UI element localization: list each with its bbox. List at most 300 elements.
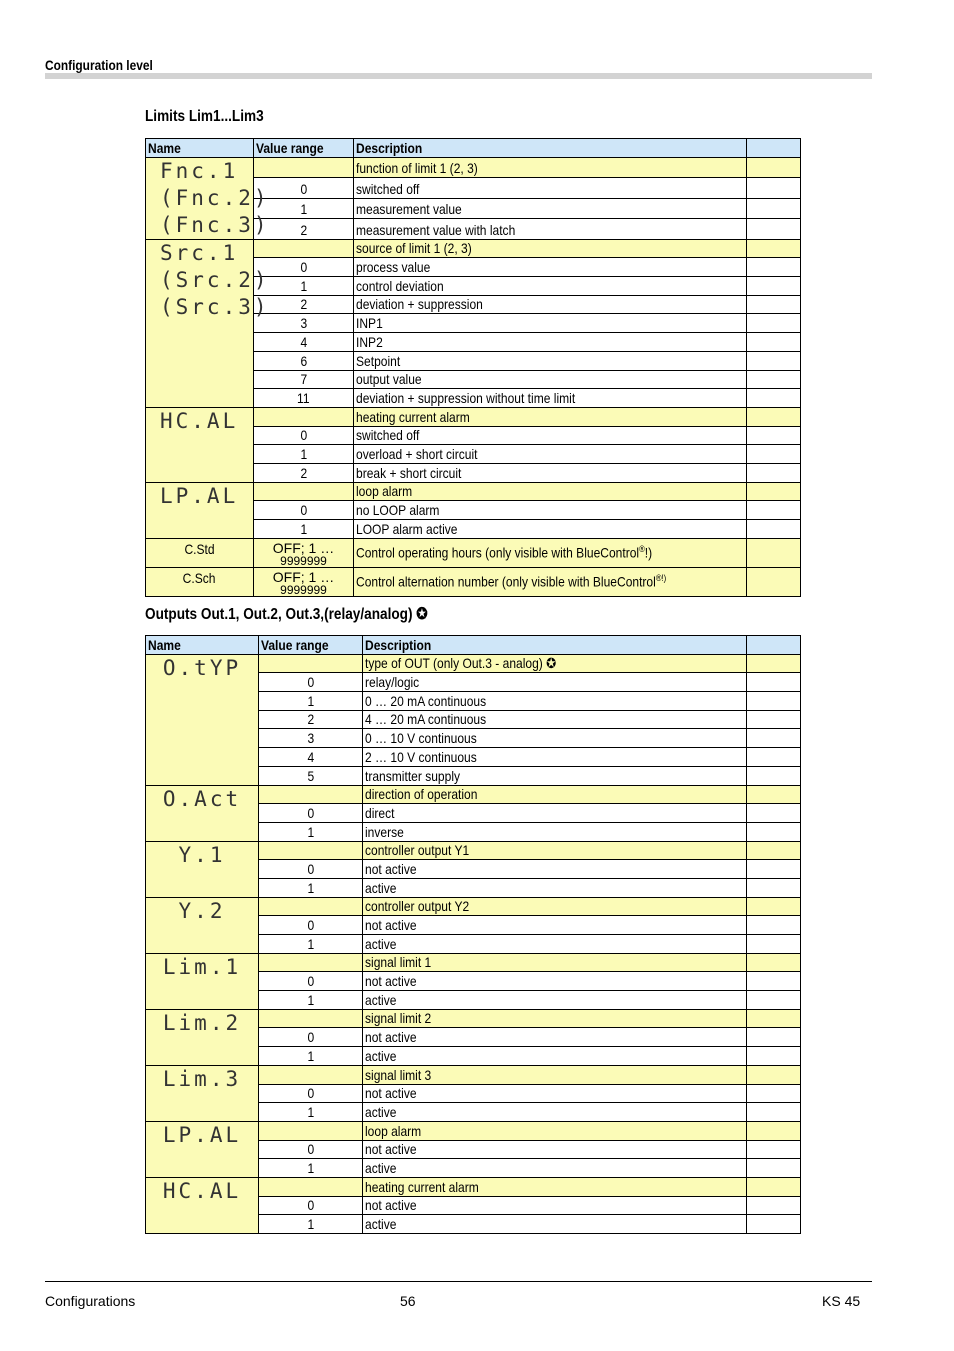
parameter-name-cell bbox=[146, 841, 259, 897]
table-row bbox=[146, 1009, 801, 1028]
description-cell bbox=[354, 178, 747, 199]
description-cell bbox=[354, 333, 747, 352]
cell-text bbox=[356, 570, 666, 591]
description-cell bbox=[363, 916, 747, 935]
cell-text: not active bbox=[365, 917, 417, 933]
cell-text: 4 … 20 mA continuous bbox=[365, 711, 487, 728]
table-row bbox=[146, 1121, 801, 1140]
value-cell bbox=[259, 785, 363, 804]
blank-cell bbox=[747, 935, 801, 954]
value-cell bbox=[254, 333, 354, 352]
parameter-name: O.tYP bbox=[162, 655, 242, 680]
value-cell bbox=[259, 822, 363, 841]
value-cell bbox=[259, 841, 363, 860]
value-cell bbox=[259, 1028, 363, 1047]
table-row bbox=[146, 897, 801, 916]
cell-text: deviation + suppression without time limit bbox=[356, 389, 576, 406]
description-cell bbox=[354, 445, 747, 464]
description-cell bbox=[363, 654, 747, 673]
description-cell bbox=[354, 426, 747, 445]
description-cell bbox=[363, 1215, 747, 1234]
cell-text: overload + short circuit bbox=[356, 445, 478, 462]
footer-rule bbox=[45, 1281, 872, 1282]
header-rule bbox=[45, 73, 872, 79]
description-cell bbox=[363, 766, 747, 785]
description-cell bbox=[354, 538, 747, 567]
cell-text: loop alarm bbox=[365, 1122, 422, 1139]
description-cell bbox=[363, 1196, 747, 1215]
blank-cell bbox=[747, 710, 801, 729]
cell-text: Value range bbox=[256, 139, 324, 156]
cell-text: Value range bbox=[261, 636, 329, 653]
cell-text: 1 bbox=[300, 201, 307, 218]
value-cell bbox=[254, 407, 354, 426]
blank-cell bbox=[747, 482, 801, 501]
parameter-name: Src.1 bbox=[160, 240, 239, 265]
cell-text: 0 bbox=[307, 674, 314, 691]
cell-text: 6 bbox=[300, 352, 307, 369]
blank-cell bbox=[747, 897, 801, 916]
description-cell bbox=[363, 822, 747, 841]
value-cell bbox=[259, 860, 363, 879]
cell-text: 11 bbox=[297, 389, 310, 406]
parameter-name: C.Sch bbox=[183, 569, 216, 586]
blank-cell bbox=[747, 972, 801, 991]
parameter-name: (Src.2) bbox=[160, 267, 270, 292]
description-cell bbox=[363, 1177, 747, 1196]
parameter-name-cell bbox=[146, 1121, 259, 1177]
cell-text: direction of operation bbox=[365, 786, 478, 803]
value-range-line: OFF; 1 … bbox=[272, 568, 335, 585]
cell-text: control deviation bbox=[356, 277, 444, 294]
column-header bbox=[146, 636, 259, 655]
description-cell bbox=[354, 277, 747, 296]
description-text: Control operating hours (only visible with BlueControl bbox=[356, 544, 640, 561]
parameter-name-cell bbox=[146, 1177, 259, 1233]
cell-text: switched off bbox=[356, 427, 420, 444]
value-cell bbox=[259, 953, 363, 972]
description-cell bbox=[363, 1047, 747, 1066]
value-cell bbox=[254, 482, 354, 501]
description-cell bbox=[363, 785, 747, 804]
table-row bbox=[146, 482, 801, 501]
cell-text: controller output Y2 bbox=[365, 898, 470, 915]
description-cell bbox=[354, 239, 747, 258]
blank-cell bbox=[747, 878, 801, 897]
cell-text: deviation + suppression bbox=[356, 296, 483, 313]
value-cell bbox=[259, 673, 363, 692]
parameter-name: HC.AL bbox=[162, 1178, 242, 1203]
parameter-name: O.Act bbox=[162, 786, 242, 811]
parameter-name-cell bbox=[146, 785, 259, 841]
blank-cell bbox=[747, 258, 801, 277]
parameter-name-cell bbox=[146, 407, 254, 482]
cell-text: 0 … 20 mA continuous bbox=[365, 692, 487, 709]
description-cell bbox=[354, 407, 747, 426]
column-header bbox=[363, 636, 747, 655]
blank-cell bbox=[747, 239, 801, 258]
description-cell bbox=[363, 878, 747, 897]
footer-page-number: 56 bbox=[400, 1293, 416, 1309]
cell-text: INP2 bbox=[356, 333, 383, 350]
outputs-section-title: Outputs Out.1, Out.2, Out.3,(relay/analog) ✪ bbox=[145, 606, 428, 623]
cell-text: 3 bbox=[307, 730, 314, 747]
description-cell bbox=[354, 567, 747, 596]
value-cell bbox=[259, 1196, 363, 1215]
cell-text bbox=[356, 541, 652, 562]
cell-text: 0 bbox=[300, 259, 307, 276]
parameter-name: Lim.2 bbox=[162, 1010, 242, 1035]
description-cell bbox=[363, 673, 747, 692]
blank-cell bbox=[747, 1009, 801, 1028]
limits-section-title: Limits Lim1...Lim3 bbox=[145, 108, 264, 125]
blank-cell bbox=[747, 1028, 801, 1047]
cell-text: 1 bbox=[307, 823, 314, 840]
description-cell bbox=[363, 991, 747, 1010]
description-cell bbox=[363, 1009, 747, 1028]
description-tail: !) bbox=[644, 544, 653, 561]
description-cell bbox=[354, 482, 747, 501]
value-cell bbox=[259, 748, 363, 767]
blank-cell bbox=[747, 1196, 801, 1215]
description-cell bbox=[363, 1121, 747, 1140]
value-cell bbox=[254, 370, 354, 389]
blank-cell bbox=[747, 953, 801, 972]
cell-text: 0 bbox=[307, 1085, 314, 1102]
description-cell bbox=[354, 157, 747, 178]
cell-text: relay/logic bbox=[365, 674, 420, 691]
blank-cell bbox=[747, 1065, 801, 1084]
blank-cell bbox=[747, 673, 801, 692]
limits-table bbox=[145, 138, 801, 597]
description-cell bbox=[354, 295, 747, 314]
value-cell bbox=[254, 538, 354, 567]
cell-text: Name bbox=[148, 139, 181, 156]
parameter-name: Lim.3 bbox=[162, 1066, 242, 1091]
value-cell bbox=[259, 1215, 363, 1234]
description-text: Control alternation number (only visible with BlueControl bbox=[356, 573, 656, 590]
value-cell bbox=[259, 916, 363, 935]
cell-text: active bbox=[365, 1103, 397, 1120]
description-cell bbox=[354, 351, 747, 370]
blank-cell bbox=[747, 333, 801, 352]
parameter-name-cell bbox=[146, 538, 254, 567]
blank-cell bbox=[747, 407, 801, 426]
description-cell bbox=[363, 804, 747, 823]
description-cell bbox=[363, 897, 747, 916]
table-row bbox=[146, 953, 801, 972]
blank-cell bbox=[747, 1121, 801, 1140]
blank-cell bbox=[747, 426, 801, 445]
cell-text: heating current alarm bbox=[365, 1178, 479, 1195]
cell-text: measurement value bbox=[356, 201, 462, 218]
description-cell bbox=[354, 463, 747, 482]
description-cell bbox=[354, 314, 747, 333]
blank-cell bbox=[747, 501, 801, 520]
cell-text: 0 bbox=[307, 804, 314, 821]
table-row bbox=[146, 538, 801, 567]
cell-text: active bbox=[365, 1047, 397, 1064]
description-cell bbox=[363, 972, 747, 991]
cell-text: 1 bbox=[307, 1159, 314, 1176]
description-cell bbox=[354, 389, 747, 408]
blank-cell bbox=[747, 766, 801, 785]
table-header-row bbox=[146, 139, 801, 158]
cell-text: 2 bbox=[300, 221, 307, 238]
blank-cell bbox=[747, 748, 801, 767]
blank-cell bbox=[747, 295, 801, 314]
table-row bbox=[146, 239, 801, 258]
cell-text: 4 bbox=[300, 333, 307, 350]
value-cell bbox=[259, 729, 363, 748]
table-row bbox=[146, 1177, 801, 1196]
cell-text: 0 bbox=[307, 1029, 314, 1046]
cell-text: switched off bbox=[356, 180, 420, 197]
value-range-line: 9999999 bbox=[280, 582, 327, 597]
value-cell bbox=[259, 1159, 363, 1178]
cell-text: 7 bbox=[300, 371, 307, 388]
value-cell bbox=[259, 1065, 363, 1084]
description-cell bbox=[363, 1103, 747, 1122]
cell-text: Setpoint bbox=[356, 352, 401, 369]
cell-text: controller output Y1 bbox=[365, 842, 470, 859]
blank-cell bbox=[747, 729, 801, 748]
blank-cell bbox=[747, 520, 801, 539]
blank-cell bbox=[747, 1103, 801, 1122]
value-cell bbox=[259, 1103, 363, 1122]
value-cell bbox=[254, 389, 354, 408]
column-header-blank bbox=[747, 139, 801, 158]
description-cell bbox=[354, 520, 747, 539]
blank-cell bbox=[747, 198, 801, 219]
blank-cell bbox=[747, 1047, 801, 1066]
blank-cell bbox=[747, 822, 801, 841]
cell-text: signal limit 1 bbox=[365, 954, 432, 971]
cell-text: direct bbox=[365, 804, 395, 821]
description-cell bbox=[363, 748, 747, 767]
blank-cell bbox=[747, 916, 801, 935]
blank-cell bbox=[747, 277, 801, 296]
cell-text: 5 bbox=[307, 767, 314, 784]
description-cell bbox=[363, 935, 747, 954]
value-cell bbox=[259, 804, 363, 823]
cell-text: 2 bbox=[300, 296, 307, 313]
column-header bbox=[254, 139, 354, 158]
parameter-name: LP.AL bbox=[162, 1122, 242, 1147]
cell-text: inverse bbox=[365, 823, 404, 840]
blank-cell bbox=[747, 351, 801, 370]
parameter-name-cell bbox=[146, 157, 270, 239]
table-row bbox=[146, 1065, 801, 1084]
cell-text: process value bbox=[356, 259, 431, 276]
blank-cell bbox=[747, 860, 801, 879]
parameter-name-cell bbox=[146, 654, 259, 785]
parameter-name-cell bbox=[146, 567, 254, 596]
description-cell bbox=[363, 1084, 747, 1103]
cell-text: 0 bbox=[307, 1141, 314, 1158]
description-cell bbox=[354, 219, 747, 240]
outputs-table bbox=[145, 635, 801, 1234]
table-row bbox=[146, 841, 801, 860]
value-cell bbox=[254, 351, 354, 370]
cell-text: 0 bbox=[307, 917, 314, 933]
footer-left: Configurations bbox=[45, 1293, 136, 1309]
description-cell bbox=[363, 692, 747, 711]
cell-text: not active bbox=[365, 860, 417, 877]
parameter-name: Y.1 bbox=[178, 842, 226, 867]
value-cell bbox=[259, 991, 363, 1010]
registered-mark: ®!) bbox=[655, 572, 667, 583]
value-cell bbox=[259, 1140, 363, 1159]
cell-text: 4 bbox=[307, 748, 314, 765]
blank-cell bbox=[747, 219, 801, 240]
column-header bbox=[354, 139, 747, 158]
cell-text: LOOP alarm active bbox=[356, 520, 458, 537]
cell-text: 0 bbox=[300, 180, 307, 197]
cell-text: 1 bbox=[300, 277, 307, 294]
cell-text: 1 bbox=[307, 935, 314, 952]
value-range-line: OFF; 1 … bbox=[272, 539, 335, 556]
parameter-name-cell bbox=[146, 953, 259, 1009]
description-cell bbox=[363, 1065, 747, 1084]
cell-text: 0 … 10 V continuous bbox=[365, 730, 477, 747]
value-cell bbox=[259, 1084, 363, 1103]
value-range-line: 9999999 bbox=[280, 553, 327, 568]
blank-cell bbox=[747, 654, 801, 673]
cell-text: Description bbox=[365, 636, 432, 653]
table-row bbox=[146, 407, 801, 426]
value-cell bbox=[254, 426, 354, 445]
description-cell bbox=[354, 258, 747, 277]
value-cell bbox=[254, 445, 354, 464]
cell-text: active bbox=[365, 935, 397, 952]
blank-cell bbox=[747, 157, 801, 178]
description-cell bbox=[354, 198, 747, 219]
description-cell bbox=[363, 710, 747, 729]
parameter-name-cell bbox=[146, 1065, 259, 1121]
description-cell bbox=[363, 1028, 747, 1047]
blank-cell bbox=[747, 445, 801, 464]
value-cell bbox=[259, 1121, 363, 1140]
cell-text: no LOOP alarm bbox=[356, 502, 440, 518]
parameter-name: (Fnc.2) bbox=[160, 185, 270, 210]
value-cell bbox=[259, 878, 363, 897]
cell-text: 1 bbox=[307, 692, 314, 709]
table-row bbox=[146, 157, 801, 178]
blank-cell bbox=[747, 178, 801, 199]
page-header: Configuration level bbox=[45, 57, 153, 73]
cell-text: 0 bbox=[307, 1197, 314, 1214]
blank-cell bbox=[747, 463, 801, 482]
cell-text: 0 bbox=[300, 502, 307, 518]
cell-text: active bbox=[365, 1159, 397, 1176]
registered-mark: ® bbox=[639, 543, 645, 554]
cell-text: 0 bbox=[307, 973, 314, 990]
cell-text: Name bbox=[148, 636, 181, 653]
blank-cell bbox=[747, 692, 801, 711]
cell-text: not active bbox=[365, 1141, 417, 1158]
blank-cell bbox=[747, 1215, 801, 1234]
description-cell bbox=[354, 370, 747, 389]
cell-text: INP1 bbox=[356, 315, 383, 332]
parameter-name: (Fnc.3) bbox=[160, 212, 270, 237]
value-cell bbox=[259, 1047, 363, 1066]
cell-text: active bbox=[365, 1216, 397, 1232]
cell-text: function of limit 1 (2, 3) bbox=[356, 160, 478, 177]
value-cell bbox=[259, 897, 363, 916]
parameter-name: Fnc.1 bbox=[160, 158, 239, 183]
parameter-name: C.Std bbox=[184, 540, 215, 557]
column-header bbox=[259, 636, 363, 655]
value-cell bbox=[254, 520, 354, 539]
cell-text: active bbox=[365, 879, 397, 896]
cell-text: 2 … 10 V continuous bbox=[365, 748, 477, 765]
description-cell bbox=[363, 953, 747, 972]
cell-text: heating current alarm bbox=[356, 408, 470, 425]
parameter-name: (Src.3) bbox=[160, 294, 270, 319]
blank-cell bbox=[747, 1177, 801, 1196]
cell-text: type of OUT (only Out.3 - analog) ✪ bbox=[365, 655, 557, 672]
value-cell bbox=[259, 1177, 363, 1196]
description-cell bbox=[363, 729, 747, 748]
cell-text: 0 bbox=[307, 860, 314, 877]
cell-text: not active bbox=[365, 1029, 417, 1046]
cell-text: 1 bbox=[307, 1103, 314, 1120]
cell-text: 2 bbox=[300, 464, 307, 481]
parameter-name: Lim.1 bbox=[162, 954, 242, 979]
cell-text: 1 bbox=[307, 1047, 314, 1064]
parameter-name-cell bbox=[146, 897, 259, 953]
blank-cell bbox=[747, 1140, 801, 1159]
description-cell bbox=[363, 860, 747, 879]
value-cell bbox=[259, 766, 363, 785]
value-cell bbox=[254, 463, 354, 482]
cell-text: 1 bbox=[307, 991, 314, 1008]
column-header-blank bbox=[747, 636, 801, 655]
cell-text: source of limit 1 (2, 3) bbox=[356, 240, 472, 257]
cell-text: measurement value with latch bbox=[356, 221, 516, 238]
cell-text: 2 bbox=[307, 711, 314, 728]
blank-cell bbox=[747, 314, 801, 333]
cell-text: not active bbox=[365, 973, 417, 990]
parameter-name-cell bbox=[146, 1009, 259, 1065]
cell-text: Description bbox=[356, 139, 423, 156]
cell-text: active bbox=[365, 991, 397, 1008]
table-header-row bbox=[146, 636, 801, 655]
parameter-name: Y.2 bbox=[178, 898, 226, 923]
cell-text: 1 bbox=[307, 1216, 314, 1232]
blank-cell bbox=[747, 804, 801, 823]
value-cell bbox=[254, 239, 354, 258]
cell-text: signal limit 2 bbox=[365, 1010, 432, 1027]
description-cell bbox=[363, 841, 747, 860]
table-row bbox=[146, 567, 801, 596]
blank-cell bbox=[747, 991, 801, 1010]
blank-cell bbox=[747, 1159, 801, 1178]
description-cell bbox=[363, 1140, 747, 1159]
parameter-name-cell bbox=[146, 482, 254, 538]
blank-cell bbox=[747, 567, 801, 596]
table-row bbox=[146, 654, 801, 673]
cell-text: loop alarm bbox=[356, 483, 413, 500]
blank-cell bbox=[747, 389, 801, 408]
value-cell bbox=[254, 567, 354, 596]
cell-text: 3 bbox=[300, 315, 307, 332]
value-cell bbox=[259, 654, 363, 673]
column-header bbox=[146, 139, 254, 158]
value-cell bbox=[259, 972, 363, 991]
cell-text: break + short circuit bbox=[356, 464, 462, 481]
